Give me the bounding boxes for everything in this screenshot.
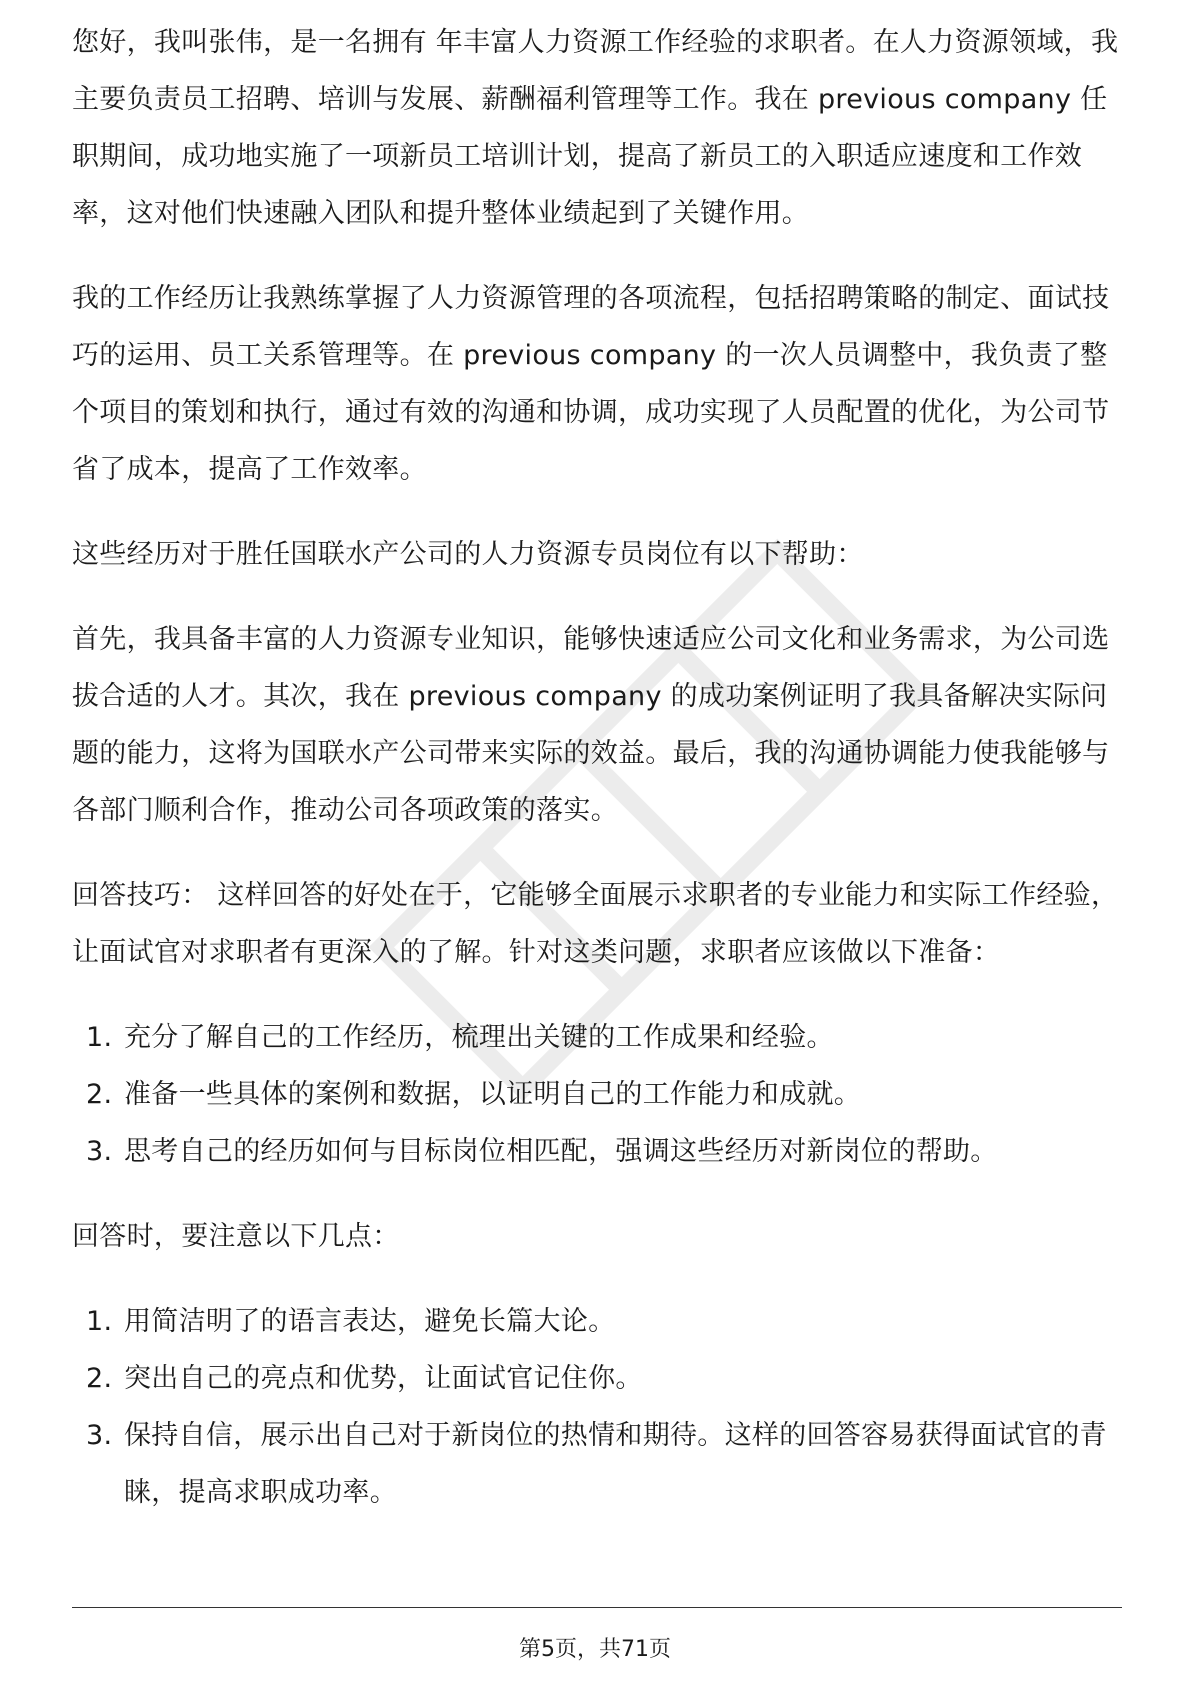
list-item: 3. 保持自信，展示出自己对于新岗位的热情和期待。这样的回答容易获得面试官的青睐，提高求职成功率。	[86, 1420, 1107, 1508]
list-item: 1. 用简洁明了的语言表达，避免长篇大论。	[86, 1306, 616, 1337]
list-item: 1. 充分了解自己的工作经历，梳理出关键的工作成果和经验。	[86, 1022, 834, 1053]
experience-paragraph: 我的工作经历让我熟练掌握了人力资源管理的各项流程，包括招聘策略的制定、面试技巧的运用、员工关系管理等。在 previous company 的一次人员调整中，我负责了整个项目的策划和执行，通过有效的沟通和协调，成功实现了人员配置的优化，为公司节省了成本，提高了工作效率。	[72, 283, 1110, 485]
list-item: 3. 思考自己的经历如何与目标岗位相匹配，强调这些经历对新岗位的帮助。	[86, 1136, 998, 1167]
list-item: 2. 突出自己的亮点和优势，让面试官记住你。	[86, 1363, 643, 1394]
footer-divider	[72, 1607, 1122, 1608]
page-body	[72, 22, 1122, 1549]
intro-paragraph: 您好，我叫张伟，是一名拥有 年丰富人力资源工作经验的求职者。在人力资源领域，我主要负责员工招聘、培训与发展、薪酬福利管理等工作。我在 previous company 任职期间，成功地实施了一项新员工培训计划，提高了新员工的入职适应速度和工作效率，这对他们快速融入团队和提升整体业绩起到了关键作用。	[72, 27, 1119, 229]
help-heading: 这些经历对于胜任国联水产公司的人力资源专员岗位有以下帮助：	[72, 539, 864, 570]
list-item: 2. 准备一些具体的案例和数据，以证明自己的工作能力和成就。	[86, 1079, 862, 1110]
benefits-paragraph: 首先，我具备丰富的人力资源专业知识，能够快速适应公司文化和业务需求，为公司选拔合适的人才。其次，我在 previous company 的成功案例证明了我具备解决实际问题的能力，这将为国联水产公司带来实际的效益。最后，我的沟通协调能力使我能够与各部门顺利合作，推动公司各项政策的落实。	[72, 624, 1110, 826]
notes-list	[72, 1293, 1122, 1521]
page-number: 第5页，共71页	[519, 1637, 671, 1662]
answer-tips-paragraph: 回答技巧： 这样回答的好处在于，它能够全面展示求职者的专业能力和实际工作经验，让面试官对求职者有更深入的了解。针对这类问题，求职者应该做以下准备：	[72, 880, 1119, 968]
preparation-list	[72, 1009, 1122, 1180]
notes-heading: 回答时，要注意以下几点：	[72, 1221, 400, 1252]
